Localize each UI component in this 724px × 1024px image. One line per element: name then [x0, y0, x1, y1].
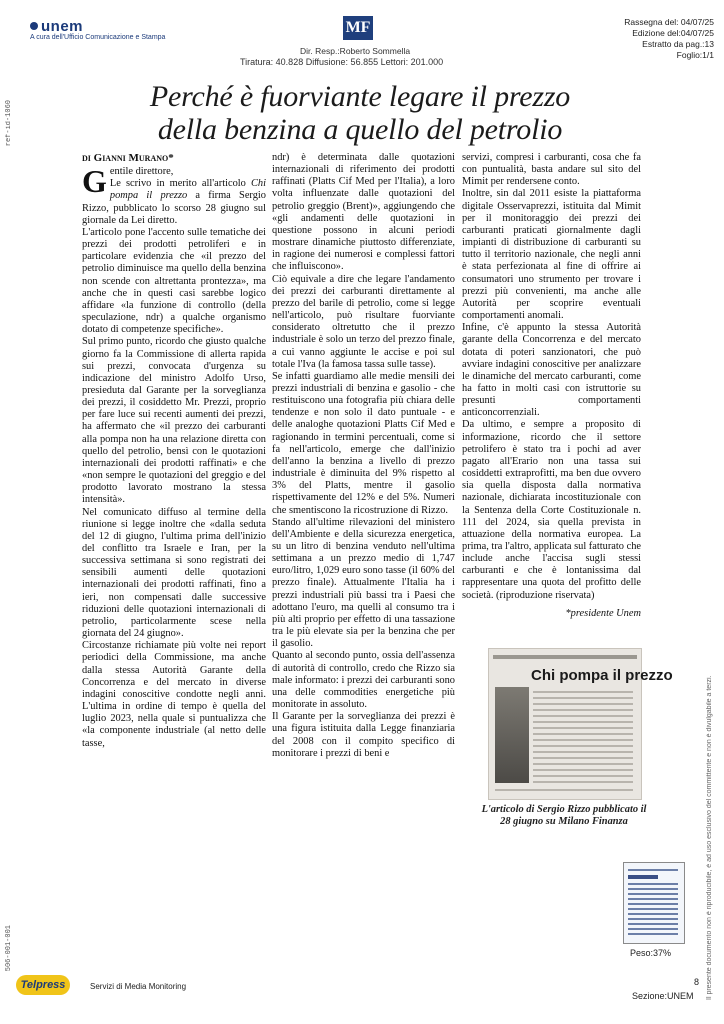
paragraph: Nel comunicato diffuso al termine della riunione si legge inoltre che «dalla seduta del 12 di giugno, l'ultima prima dell'inizio del conflitto tra Israele e Iran, per la successiva settimana si sono registrati dei sensibili aumenti delle quotazioni internazionali dei prodotti raffinati, fino a ieri, non compensati dalle successive riduzioni delle quotazioni internazionali di petrolio, particolarmente scese nella giornata del 24 giugno».	[82, 506, 266, 640]
telpress-logo: Telpress	[16, 975, 70, 995]
byline: di Gianni Murano*	[82, 152, 174, 164]
unem-logo	[30, 18, 83, 35]
estratto-page: Estratto da pag.:13	[642, 39, 714, 49]
newspaper-logo: MF	[343, 16, 373, 40]
clipping-caption: L'articolo di Sergio Rizzo pubblicato il 28 giugno su Milano Finanza	[481, 804, 647, 828]
paragraph: Ciò equivale a dire che legare l'andamento dei prezzi dei carburanti direttamente al prezzo del barile di petrolio, come si legge nell'articolo, può risultare fuorviante considerato oltretutto che il prezzo industriale è solo un terzo del prezzo finale, a cui vanno aggiunte le accise e poi sul totale l'Iva (la famosa tassa sulle tasse).	[272, 273, 455, 370]
foglio: Foglio:1/1	[676, 50, 714, 60]
paragraph: Sul primo punto, ricordo che giusto qualche giorno fa la Commissione di allerta rapida sui prezzi, convocata d'urgenza su indicazione del ministro Adolfo Urso, presieduta dal Garante per la sorveglianza dei prezzi, il cosiddetto Mr. Prezzi, proprio per fare luce sui recenti aumenti dei prezzi, ha affermato che «il prezzo dei carburanti alla pompa non ha una relazione diretta con quello del petrolio, bensì con le quotazioni internazionali dei prodotti raffinati» e che «non sempre le quotazioni del greggio e del prodotto lavorato mostrano la stessa intensità».	[82, 336, 266, 506]
page-thumbnail	[623, 862, 685, 944]
unem-dot-icon	[30, 22, 38, 30]
paragraph: Il Garante per la sorveglianza dei prezzi è una figura istituita dalla Legge finanziaria del 2008 con il compito specifico di monitorare i prezzi di beni e	[272, 711, 455, 759]
servizi-label: Servizi di Media Monitoring	[90, 982, 187, 991]
director-line: Dir. Resp.:Roberto Sommella	[300, 46, 411, 56]
clipping-header-bar	[493, 655, 637, 659]
paragraph: Se infatti guardiamo alle medie mensili dei prezzi industriali di benzina e gasolio - che restituiscono una fotografia più chiara delle tendenze e non solo il dato puntuale - e delle analoghe quotazioni Platts Cif Med e ragionando in termini percentuali, come si fa nell'articolo, emerge che dall'inizio dell'anno la benzina a livello di prezzo industriale è diminuita del 9% rispetto al 3% del Platts, mentre il gasolio rispettivamente del 12% e del 5%. Numeri che smentiscono la ricostruzione di Rizzo.	[272, 370, 455, 516]
paragraph: Da ultimo, e sempre a proposito di informazione, ricordo che il settore petrolifero è stato tra i pochi ad aver pagato all'Erario non una tassa sui cosiddetti extraprofitti, ma ben due ovvero sia quella disposta dalla normativa nazionale, dichiarata incostituzionale con la Sentenza della Corte Costituzionale n. 111 del 2024, sia quella prevista in attuazione della normativa europea. La prima, tra l'altro, applicata sul fatturato che include anche l'accisa sugli stessi carburanti e che è lontanissima dal rappresentare una quota del profitto delle società. (riproduzione riservata)	[462, 419, 642, 601]
paragraph: servizi, compresi i carburanti, cosa che fa con puntualità, basta andare sul sito del Mimit per rendersene conto.	[462, 152, 641, 188]
drop-cap: G	[82, 163, 107, 200]
ref-id-bottom: 506-001-001	[5, 925, 13, 972]
signature: *presidente Unem	[565, 607, 641, 619]
article-column-1	[82, 152, 266, 750]
publisher-name: unem	[41, 18, 84, 35]
circulation-stats: Tiratura: 40.828 Diffusione: 56.855 Lettori: 201.000	[240, 57, 444, 67]
page-number: 8	[694, 977, 700, 987]
clipping-image	[488, 648, 673, 800]
publisher-subtitle: A cura dell'Ufficio Comunicazione e Stampa	[30, 34, 166, 41]
edizione-date: Edizione del:04/07/25	[632, 28, 714, 38]
paragraph: L'articolo pone l'accento sulle tematiche dei prezzi dei prodotti petroliferi e in particolare evidenzia che «il prezzo del petrolio diminuisce ma quello della benzina non scende con altrettanta prontezza», ma anche che in questi casi sarebbe logico affidare «la funzione di controllo (della speculazione, ndr) a qualche organismo dotato di competenze specifiche».	[82, 226, 266, 336]
article-reference: Chi pompa il prezzo	[109, 178, 266, 202]
copyright-note: Il presente documento non è riproducibile, è ad uso esclusivo del committente e non è divulgabile a terzi.	[706, 675, 713, 1000]
sezione-label: Sezione:UNEM	[632, 991, 694, 1001]
peso-label: Peso:37%	[630, 948, 672, 958]
paragraph: Gentile direttore, Le scrivo in merito all'articolo Chi pompa il prezzo a firma Sergio Rizzo, pubblicato lo scorso 28 giugno sul giornale da Lei diretto.	[82, 163, 266, 226]
title-line-2: della benzina a quello del petrolio	[157, 113, 563, 146]
article-column-3	[462, 152, 641, 620]
clipping-headline: Chi pompa il prezzo	[531, 667, 673, 684]
paragraph: Infine, c'è appunto la stessa Autorità garante della Concorrenza e del mercato dotata di poteri sanzionatori, che può avviare indagini conoscitive per analizzare le dinamiche del mercato carburanti, come ha fatto in molti casi con istruttorie su presunti comportamenti anticoncorrenziali.	[462, 322, 641, 419]
rassegna-date: Rassegna del: 04/07/25	[624, 17, 714, 27]
paragraph: Circostanze richiamate più volte nei report periodici della Commissione, ma anche dalla stessa Autorità Garante della Concorrenza e del mercato in diverse indagini conoscitive condotte negli anni. L'ultima in ordine di tempo è quella del luglio 2023, nella quale si puntualizza che «la componente industriale (al netto delle tasse,	[82, 640, 266, 749]
clipping-photo	[495, 687, 529, 783]
article-column-2	[272, 152, 455, 760]
paragraph: Quanto al secondo punto, ossia dell'assenza di autorità di controllo, credo che Rizzo sia male informato: i prezzi dei carburanti sono una delle commodities energetiche più monitorate in assoluto.	[272, 650, 455, 711]
paragraph: Inoltre, sin dal 2011 esiste la piattaforma digitale Osservaprezzi, istituita dal Mimit per il monitoraggio dei prezzi dei carburanti praticati giornalmente dagli impianti di distribuzione di carburanti su tutto il territorio nazionale, che negli anni è stata perfezionata al fine di offrire ai consumatori uno strumento per trovare i prezzi più convenienti, ma anche alle Autorità per scoprire eventuali comportamenti anomali.	[462, 188, 641, 322]
clipping-info	[610, 17, 714, 61]
article-title	[60, 80, 660, 146]
paragraph: ndr) è determinata dalle quotazioni internazionali di riferimento dei prodotti raffinati (Platts Cif Med per l'Italia), a loro volta influenzate dalle quotazioni del petrolio greggio (Brent)», aggiungendo che «gli andamenti delle quotazioni in questione possono in alcuni periodi mostrare dinamiche piuttosto differenziate, in ragione dei numerosi e complessi fattori che influiscono».	[272, 152, 455, 273]
title-line-1: Perché è fuorviante legare il prezzo	[149, 80, 571, 113]
paragraph: Stando all'ultime rilevazioni del ministero dell'Ambiente e della sicurezza energetica, su un litro di benzina venduto nell'ultima settimana a un prezzo medio di 1,747 euro/litro, 1,029 euro sono tasse (il 60% del prezzo finale). Attualmente l'Italia ha i prezzi industriali più bassi tra i Paesi che adottano l'euro, ma quelli al consumo tra i più alti proprio per effetto di una tassazione tra le più elevate sia per la benzina che per il gasolio.	[272, 516, 455, 650]
ref-id-top: ref-id-1060	[5, 100, 13, 147]
